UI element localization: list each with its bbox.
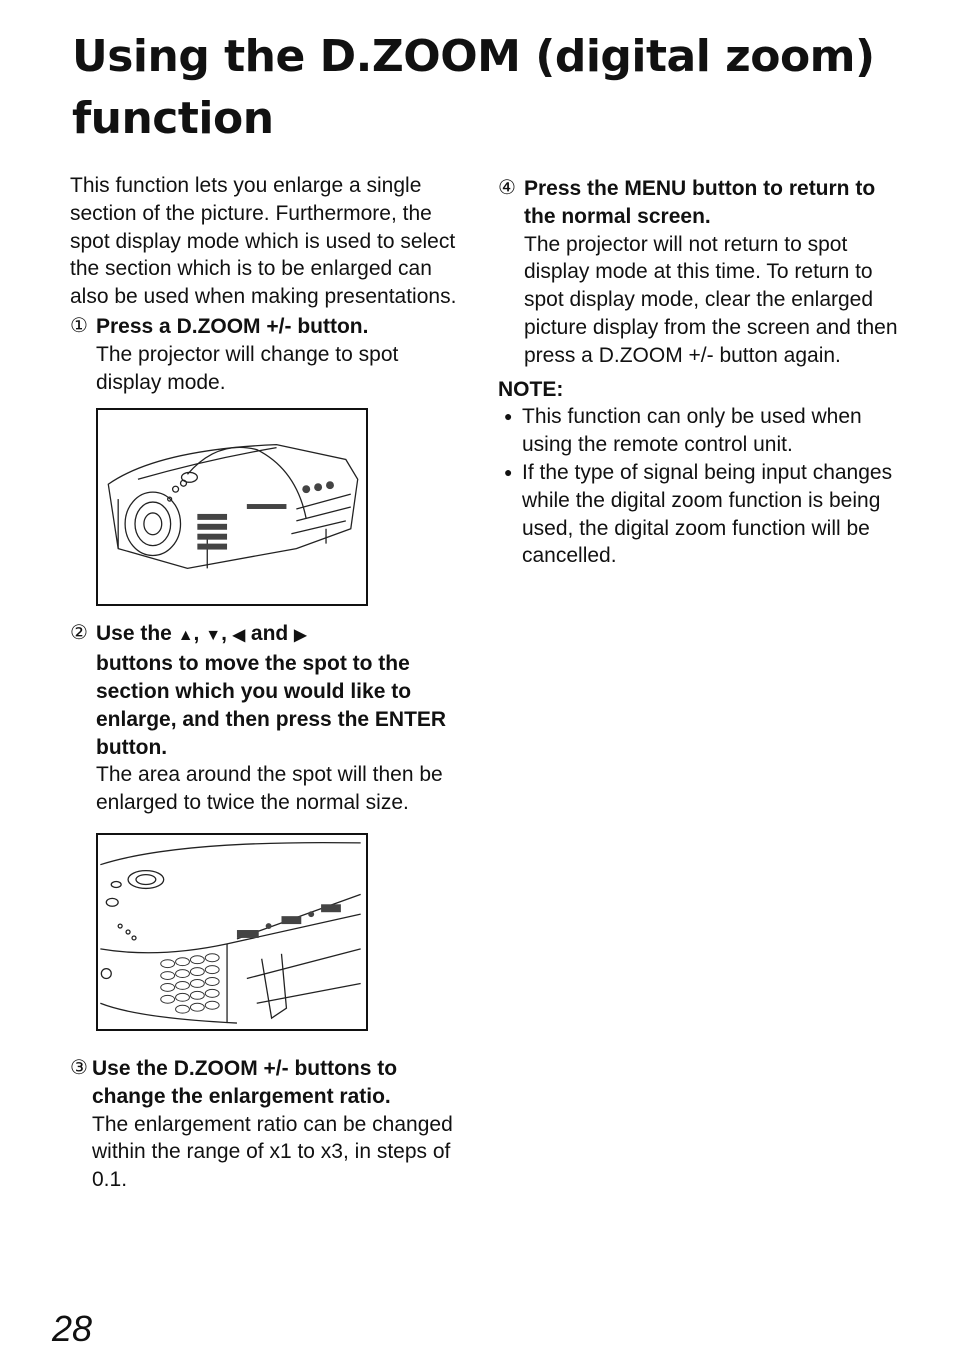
page-title: Using the D.ZOOM (digital zoom) function	[72, 31, 875, 144]
right-column	[498, 175, 898, 570]
step-4-body: The projector will not return to spot display mode at this time. To return to spot display mode, clear the enlarged picture display from the screen and then press a D.ZOOM +/- button again.	[524, 232, 898, 367]
step-1-heading-text: Press a D.ZOOM +/- button.	[96, 314, 369, 338]
step-2-heading-suffix: buttons to move the spot to the section which you would like to enlarge, and then press the ENTER button.	[96, 652, 447, 759]
step-3	[70, 1055, 460, 1194]
step-2-heading-line: Use the ▲, ▼, ◀ and ▶	[96, 622, 307, 646]
projector-top-drawing	[98, 835, 366, 1029]
step-4-heading-text: Press the MENU button to return to the normal screen.	[524, 177, 876, 228]
step-1-number: ①	[70, 314, 88, 337]
step-2-body: The area around the spot will then be enlarged to twice the normal size.	[96, 763, 443, 815]
projector-front-drawing	[98, 410, 366, 604]
step-2-conj: and	[250, 622, 289, 646]
down-arrow-icon: ▼	[205, 627, 222, 645]
step-1-heading	[70, 313, 460, 341]
step-1	[70, 313, 460, 396]
right-arrow-icon: ▶	[294, 627, 307, 645]
left-arrow-icon: ◀	[232, 627, 246, 645]
note-item-1-text: This function can only be used when using the remote control unit.	[522, 405, 862, 457]
step-4-heading	[498, 175, 898, 231]
step-3-body: The enlargement ratio can be changed within the range of x1 to x3, in steps of 0.1.	[92, 1112, 453, 1192]
step-3-number: ③	[70, 1056, 88, 1079]
intro-text: This function lets you enlarge a single section of the picture. Furthermore, the spot display mode which is used to select the section which is to be enlarged can also be used when making presentations.	[70, 174, 457, 309]
note-item-2	[498, 459, 898, 570]
step-1-body: The projector will change to spot display mode.	[96, 342, 399, 394]
left-column	[70, 172, 460, 1194]
step-2-heading	[70, 620, 460, 650]
projector-illustration-1	[96, 408, 368, 606]
step-2-heading-prefix: Use the	[96, 622, 172, 646]
step-4-number: ④	[498, 177, 516, 199]
bullet-icon: ●	[504, 408, 513, 425]
note-heading: NOTE:	[498, 377, 564, 401]
step-3-heading-text: Use the D.ZOOM +/- buttons to change the enlargement ratio.	[92, 1056, 398, 1108]
note-item-2-text: If the type of signal being input changes while the digital zoom function is being used, the digital zoom function will be cancelled.	[522, 460, 893, 568]
projector-illustration-2	[96, 833, 368, 1031]
step-2-heading-rest	[70, 650, 460, 761]
bullet-icon: ●	[504, 463, 513, 480]
up-arrow-icon: ▲	[177, 627, 194, 645]
step-2-number: ②	[70, 622, 88, 645]
page-number: 28	[52, 1308, 93, 1349]
step-3-heading	[70, 1055, 460, 1111]
step-4	[498, 175, 898, 370]
step-2	[70, 620, 460, 817]
note-item-1	[498, 403, 898, 459]
